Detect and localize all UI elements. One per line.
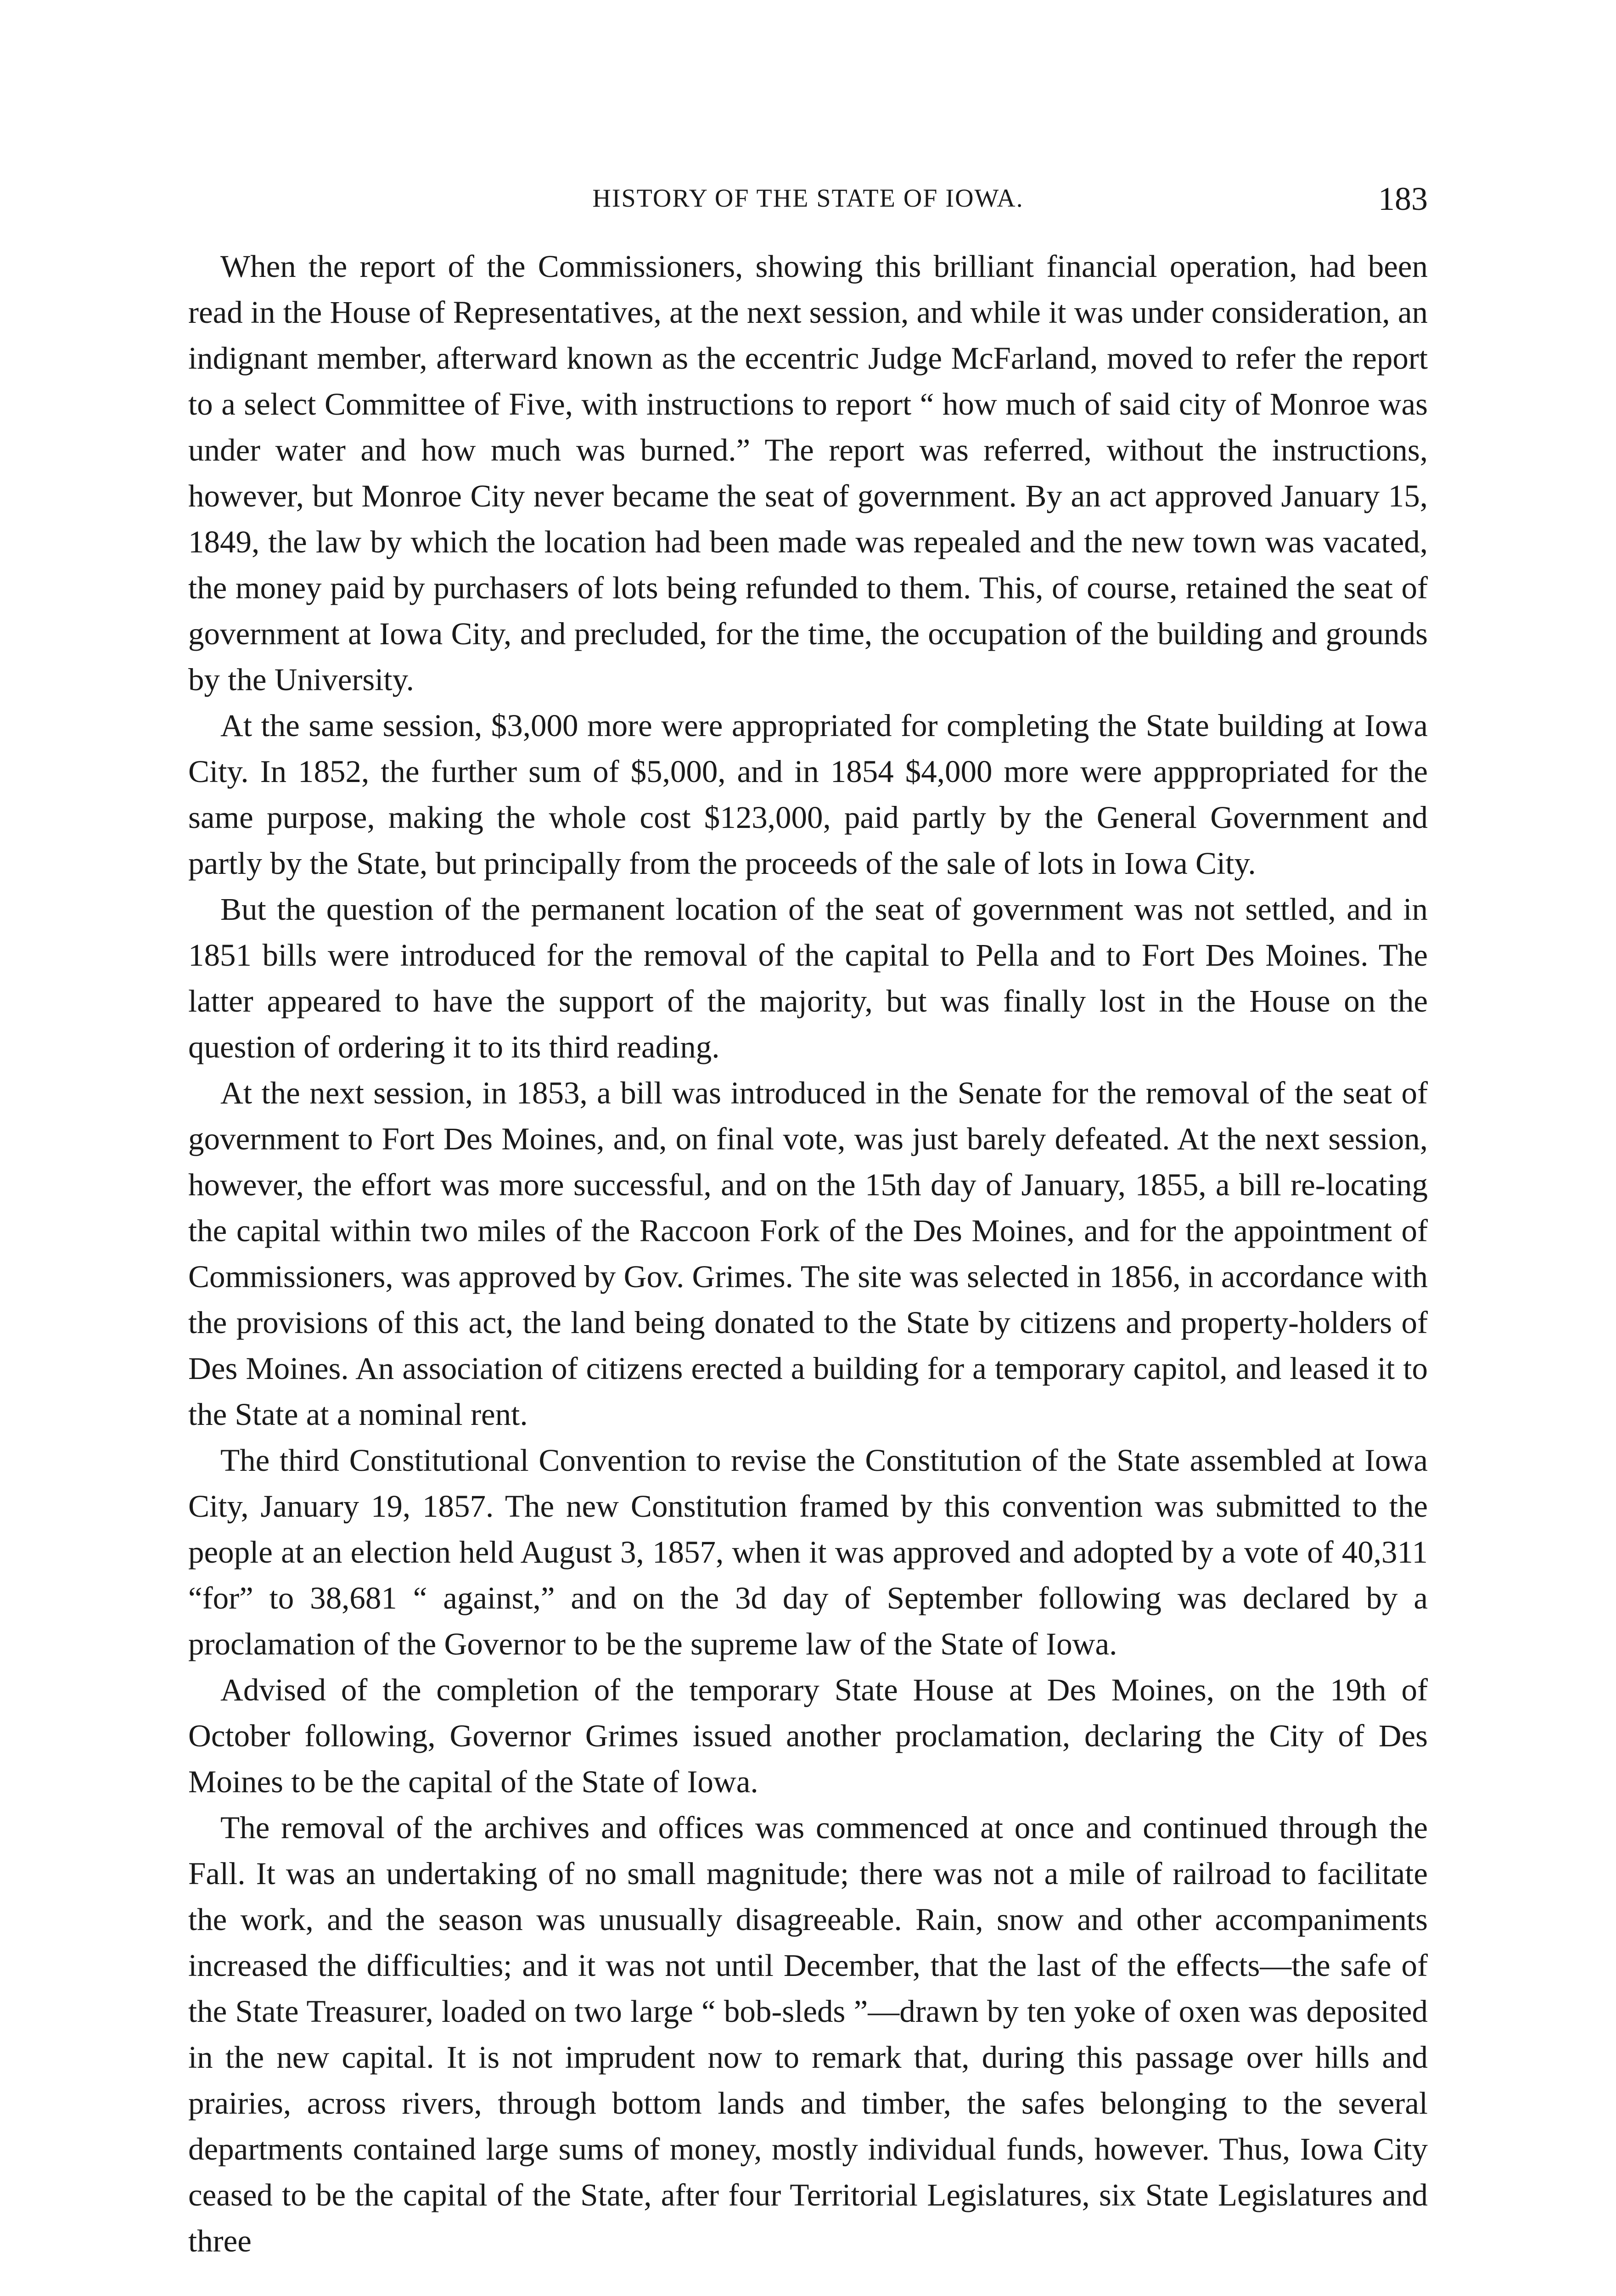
paragraph: Advised of the completion of the temporary State House at Des Moines, on the 19th of October following, Governor Grimes issued another proclamation, declaring the City of Des Moines to be the capital of the State of Iowa.: [188, 1672, 1428, 1799]
paragraph: At the next session, in 1853, a bill was introduced in the Senate for the removal of the seat of government to Fort Des Moines, and, on final vote, was just barely defeated. At the next session, however, the effort was more successful, and on the 15th day of January, 1855, a bill re-locating the capital within two miles of the Raccoon Fork of the Des Moines, and for the appointment of Commissioners, was approved by Gov. Grimes. The site was selected in 1856, in accordance with the provisions of this act, the land being donated to the State by citizens and property-holders of Des Moines. An association of citizens erected a building for a temporary capitol, and leased it to the State at a nominal rent.: [188, 1075, 1428, 1432]
paragraph: At the same session, $3,000 more were appropriated for completing the State building at Iowa City. In 1852, the further sum of $5,000, and in 1854 $4,000 more were apppropriated for the same purpose, making the whole cost $123,000, paid partly by the General Government and partly by the State, but principally from the proceeds of the sale of lots in Iowa City.: [188, 708, 1428, 881]
paragraph: The removal of the archives and offices was commenced at once and continued through the Fall. It was an undertaking of no small magnitude; there was not a mile of railroad to facilitate the work, and the season was unusually disagreeable. Rain, snow and other accompaniments increased the difficulties; and it was not until December, that the last of the effects—the safe of the State Treasurer, loaded on two large “ bob-sleds ”—drawn by ten yoke of oxen was deposited in the new capital. It is not imprudent now to remark that, during this passage over hills and prairies, across rivers, through bottom lands and timber, the safes belonging to the several departments contained large sums of money, mostly individual funds, however. Thus, Iowa City ceased to be the capital of the State, after four Territorial Legislatures, six State Legislatures and three: [188, 1810, 1428, 2258]
paragraph: But the question of the permanent location of the seat of government was not settled, and in 1851 bills were introduced for the removal of the capital to Pella and to Fort Des Moines. The latter appeared to have the support of the majority, but was finally lost in the House on the question of ordering it to its third reading.: [188, 892, 1428, 1064]
body-text: [188, 243, 1428, 2264]
running-head: [0, 180, 1616, 220]
paragraph: When the report of the Commissioners, showing this brilliant financial operation, had been read in the House of Representatives, at the next session, and while it was under consideration, an indignant member, afterward known as the eccentric Judge McFarland, moved to refer the report to a select Committee of Five, with instructions to report “ how much of said city of Monroe was under water and how much was burned.” The report was referred, without the instructions, however, but Monroe City never became the seat of government. By an act approved January 15, 1849, the law by which the location had been made was repealed and the new town was vacated, the money paid by purchasers of lots being refunded to them. This, of course, retained the seat of government at Iowa City, and precluded, for the time, the occupation of the building and grounds by the University.: [188, 249, 1428, 697]
page-number: 183: [1378, 180, 1428, 217]
running-title: HISTORY OF THE STATE OF IOWA.: [592, 184, 1024, 213]
paragraph: The third Constitutional Convention to revise the Constitution of the State assembled at Iowa City, January 19, 1857. The new Constitution framed by this convention was submitted to the people at an election held August 3, 1857, when it was approved and adopted by a vote of 40,311 “for” to 38,681 “ against,” and on the 3d day of September following was declared by a proclamation of the Governor to be the supreme law of the State of Iowa.: [188, 1443, 1428, 1661]
